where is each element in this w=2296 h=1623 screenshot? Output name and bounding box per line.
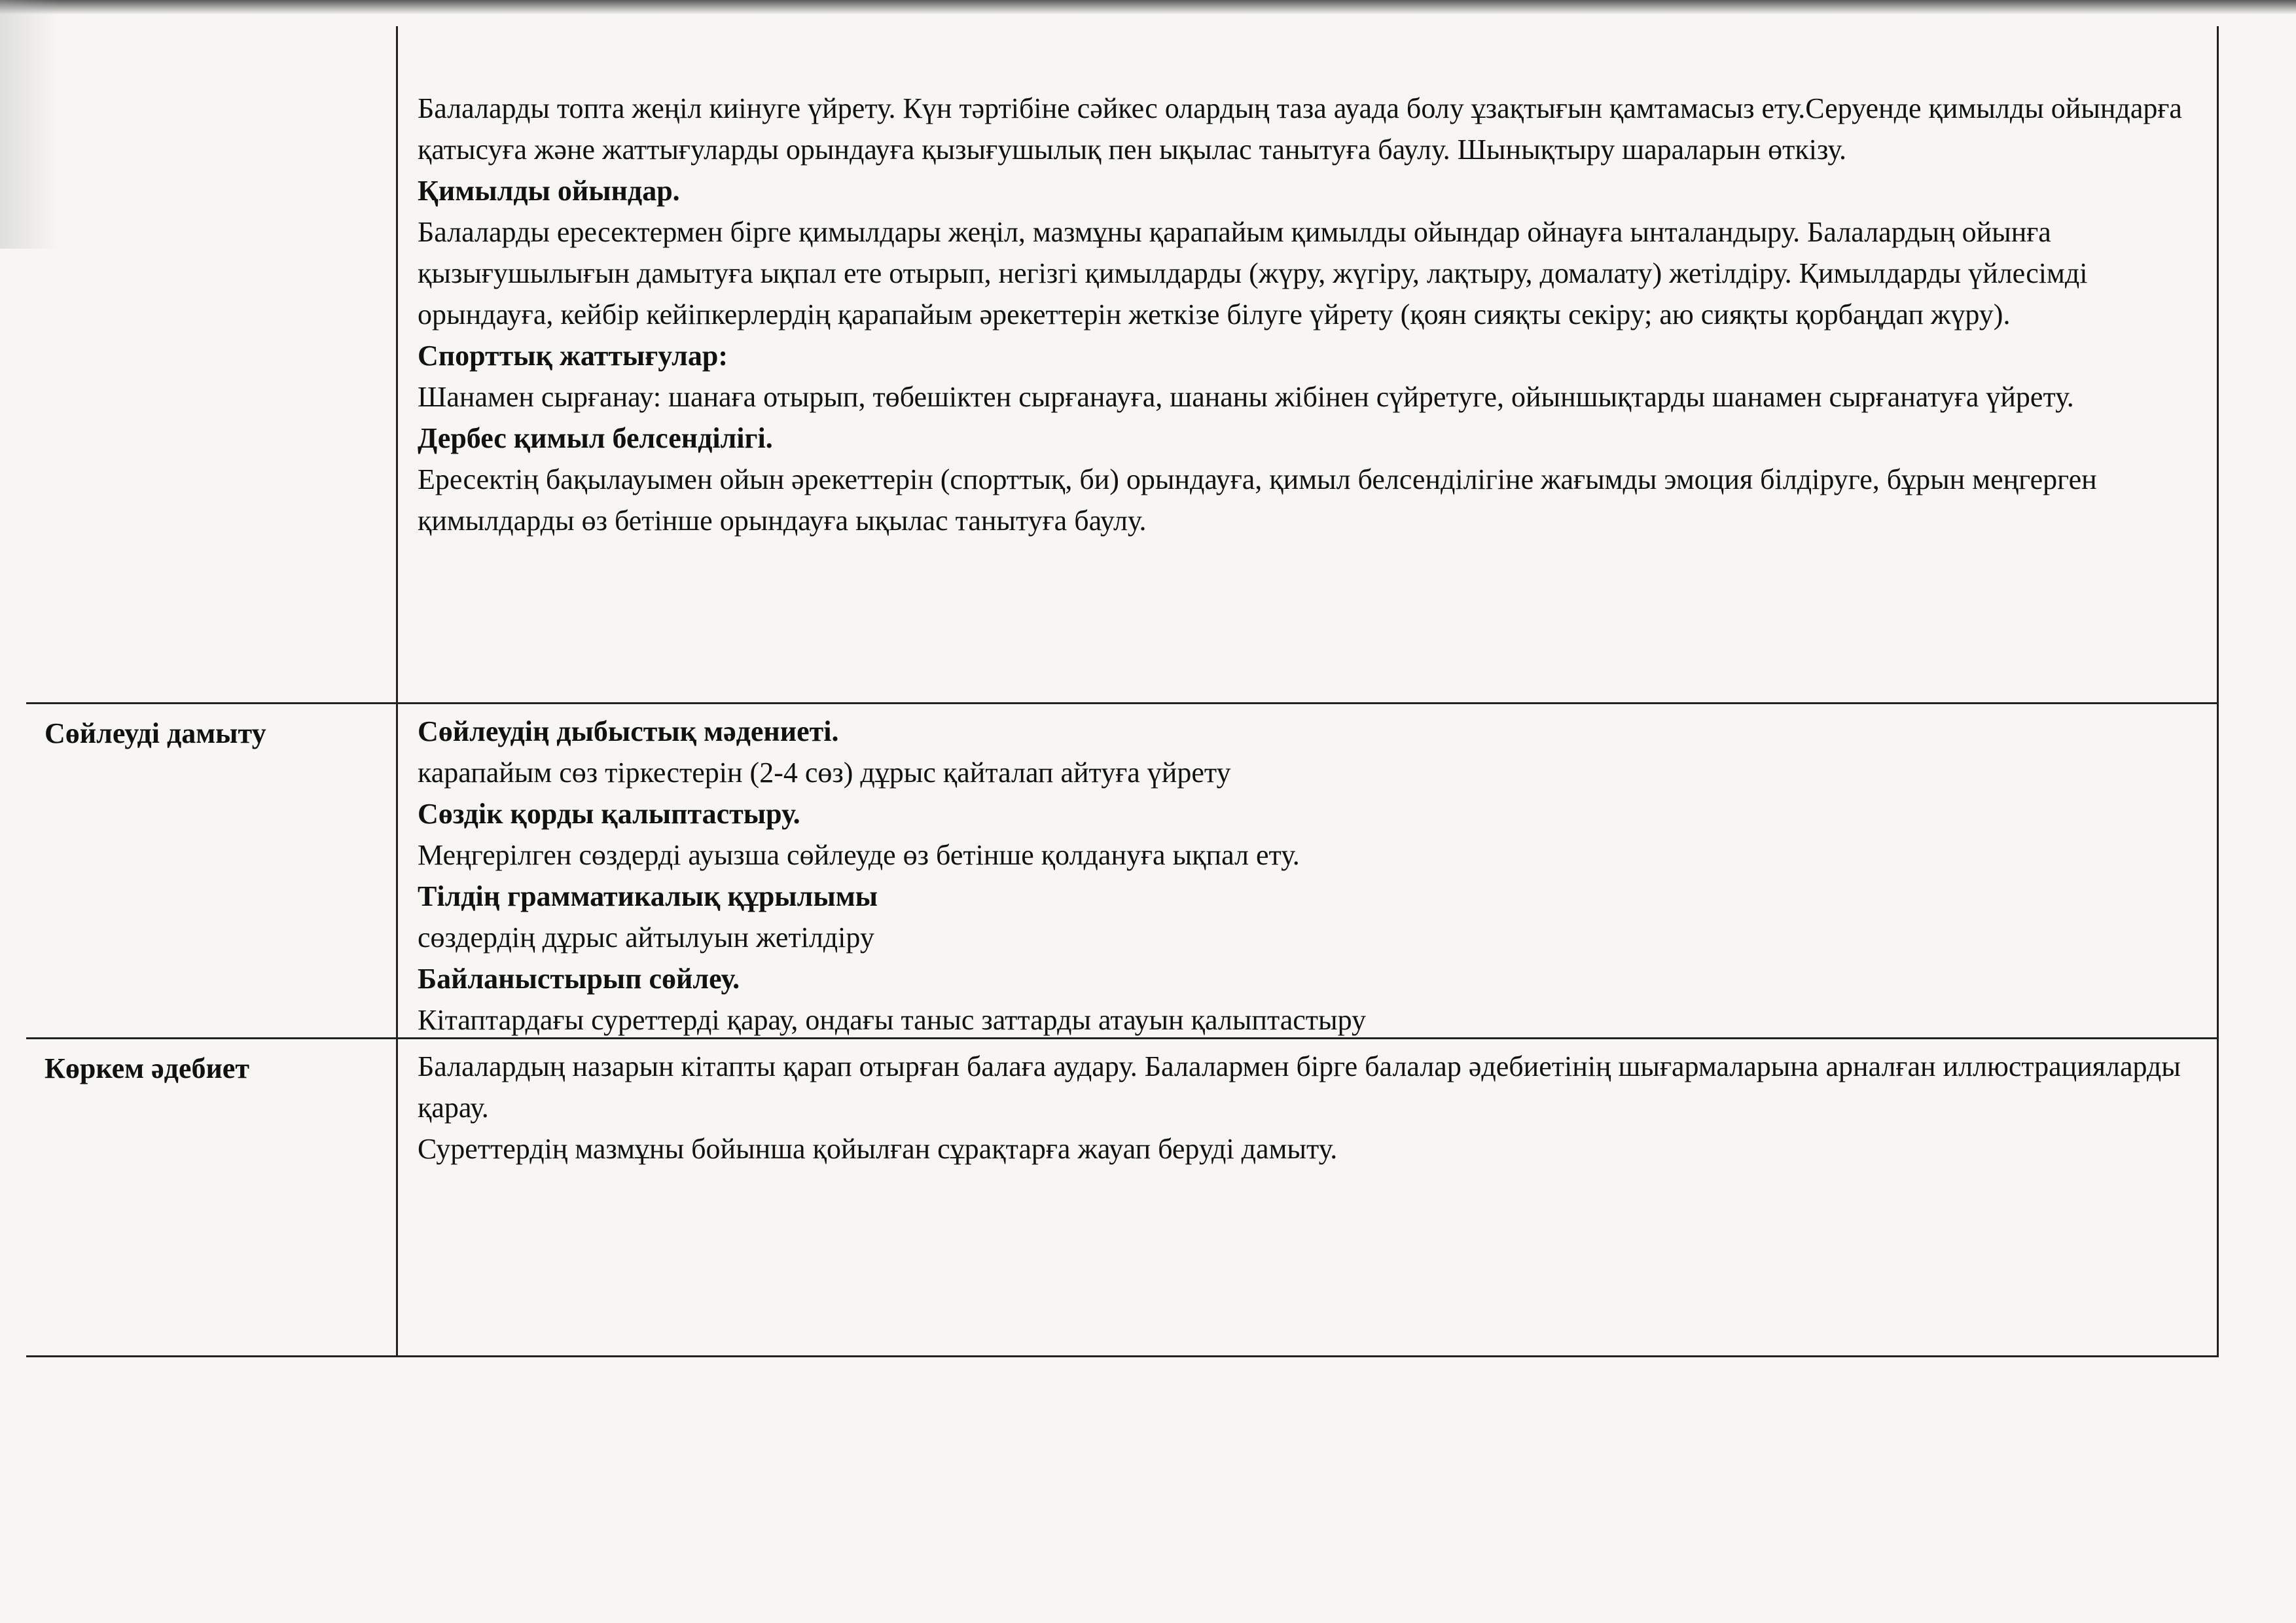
- row-2-heading: Сөздік қорды қалыптастыру.: [418, 798, 800, 830]
- curriculum-table: [26, 26, 2219, 1357]
- row-2-paragraph: сөздердің дұрыс айтылуын жетілдіру: [418, 921, 874, 954]
- row-3-label: Көркем әдебиет: [45, 1052, 249, 1084]
- scan-edge-shadow: [0, 0, 2296, 14]
- row-2-paragraph: карапайым сөз тіркестерін (2-4 сөз) дұрыс қайталап айтуға үйрету: [418, 757, 1231, 789]
- row-1-paragraph: Балаларды ересектермен бірге қимылдары жеңіл, мазмұны қарапайым қимылды ойындар ойнауға ынталандыру. Балалардың ойынға қызығушылығын дамытуға ықпал ете отырып, негізгі қимылдарды (жүру, жүгіру, лақтыру, домалату) жетілдіру. Қимылдарды үйлесімді орындауға, кейбір кейіпкерлердің қарапайым әрекеттерін жеткізе білуге үйрету (қоян сияқты секіру; аю сияқты қорбаңдап жүру).: [418, 216, 2088, 330]
- row-1-content: [418, 88, 2211, 541]
- row-3-paragraph: Балалардың назарын кітапты қарап отырған балаға аудару. Балалармен бірге балалар әдебиетінің шығармаларына арналған иллюстрацияларды қарау.: [418, 1050, 2181, 1124]
- row-2-heading: Байланыстырып сөйлеу.: [418, 963, 740, 995]
- row-1-paragraph: Балаларды топта жеңіл киінуге үйрету. Күн тәртібіне сәйкес олардың таза ауада болу ұзақтығын қамтамасыз ету.Серуенде қимылды ойындарға қатысуға және жаттығуларды орындауға қызығушылық пен ықылас танытуға баулу. Шынықтыру шараларын өткізу.: [418, 92, 2182, 166]
- row-3-paragraph: Суреттердің мазмұны бойынша қойылған сұрақтарға жауап беруді дамыту.: [418, 1133, 1338, 1165]
- row-2-paragraph: Кітаптардағы суреттерді қарау, ондағы таныс заттарды атауын қалыптастыру: [418, 1004, 1366, 1036]
- row-2-content: [418, 711, 2211, 1041]
- row-3-content: [418, 1046, 2211, 1169]
- row-1-paragraph: Ересектің бақылауымен ойын әрекеттерін (спорттық, би) орындауға, қимыл белсенділігіне жағымды эмоция білдіруге, бұрын меңгерген қимылдарды өз бетінше орындауға ықылас танытуға баулу.: [418, 463, 2097, 537]
- row-2-heading: Сөйлеудің дыбыстық мәдениеті.: [418, 715, 839, 747]
- row-2-heading: Тілдің грамматикалық құрылымы: [418, 880, 878, 912]
- row-1-heading: Қимылды ойындар.: [418, 175, 680, 207]
- row-1-paragraph: Шанамен сырғанау: шанаға отырып, төбешіктен сырғанауға, шананы жібінен сүйретуге, ойыншықтарды шанамен сырғанатуға үйрету.: [418, 381, 2074, 413]
- column-divider: [396, 26, 398, 1357]
- row-2-label: Сөйлеуді дамыту: [45, 717, 266, 749]
- row-divider-1: [26, 702, 2217, 704]
- row-1-heading: Дербес қимыл белсенділігі.: [418, 422, 773, 454]
- row-1-heading: Спорттық жаттығулар:: [418, 340, 728, 372]
- row-2-paragraph: Меңгерілген сөздерді ауызша сөйлеуде өз бетінше қолдануға ықпал ету.: [418, 839, 1300, 871]
